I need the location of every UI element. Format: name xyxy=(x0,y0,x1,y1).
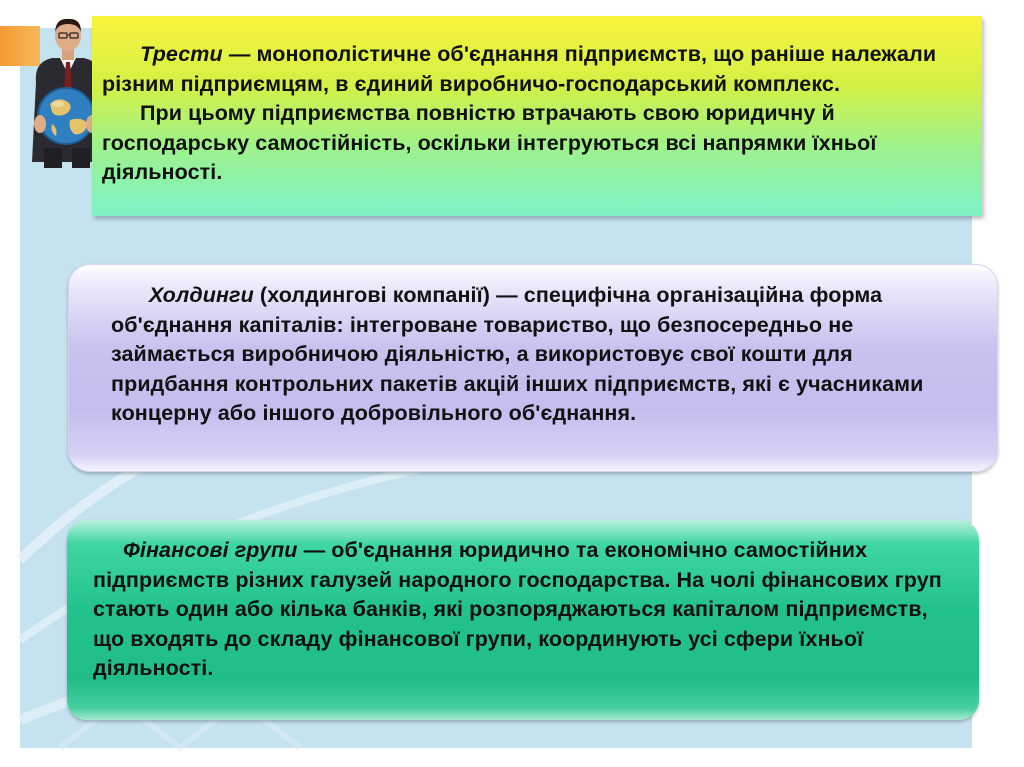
financial-groups-text xyxy=(93,536,963,684)
financial-groups-definition: — об'єднання юридично та економічно самостійних підприємств різних галузей народного господарства. На чолі фінансових груп стають один або кілька банків, які розпоряджаються капіталом підприємств, що входять до складу фінансової групи, координують усі сфери їхньої діяльності. xyxy=(93,538,942,680)
financial-groups-definition-box xyxy=(67,520,979,720)
trusts-definition-box xyxy=(92,16,982,216)
holdings-definition: (холдингові компанії) — специфічна організаційна форма об'єднання капіталів: інтегроване товариство, що безпосередньо не займається виробничою діяльністю, а використовує свої кошти для придбання контрольних пакетів акцій інших підприємств, які є учасниками концерну або іншого добровільного об'єднання. xyxy=(111,283,924,425)
financial-groups-term: Фінансові групи xyxy=(123,538,298,562)
trusts-term: Трести xyxy=(140,42,223,66)
trusts-definition: — монополістичне об'єднання підприємств, що раніше належали різним підприємцям, в єдиний виробничо-господарський комплекс. xyxy=(102,42,937,96)
trusts-paragraph-1 xyxy=(102,40,972,99)
holdings-term: Холдинги xyxy=(149,283,254,307)
holdings-text xyxy=(111,281,971,429)
trusts-paragraph-2: При цьому підприємства повністю втрачають свою юридичну й господарську самостійність, оскільки інтегруються всі напрямки їхньої діяльності. xyxy=(102,101,877,184)
financial-groups-paragraph xyxy=(93,536,963,684)
holdings-paragraph xyxy=(111,281,971,429)
trusts-text xyxy=(102,40,972,188)
holdings-definition-box xyxy=(68,264,998,472)
